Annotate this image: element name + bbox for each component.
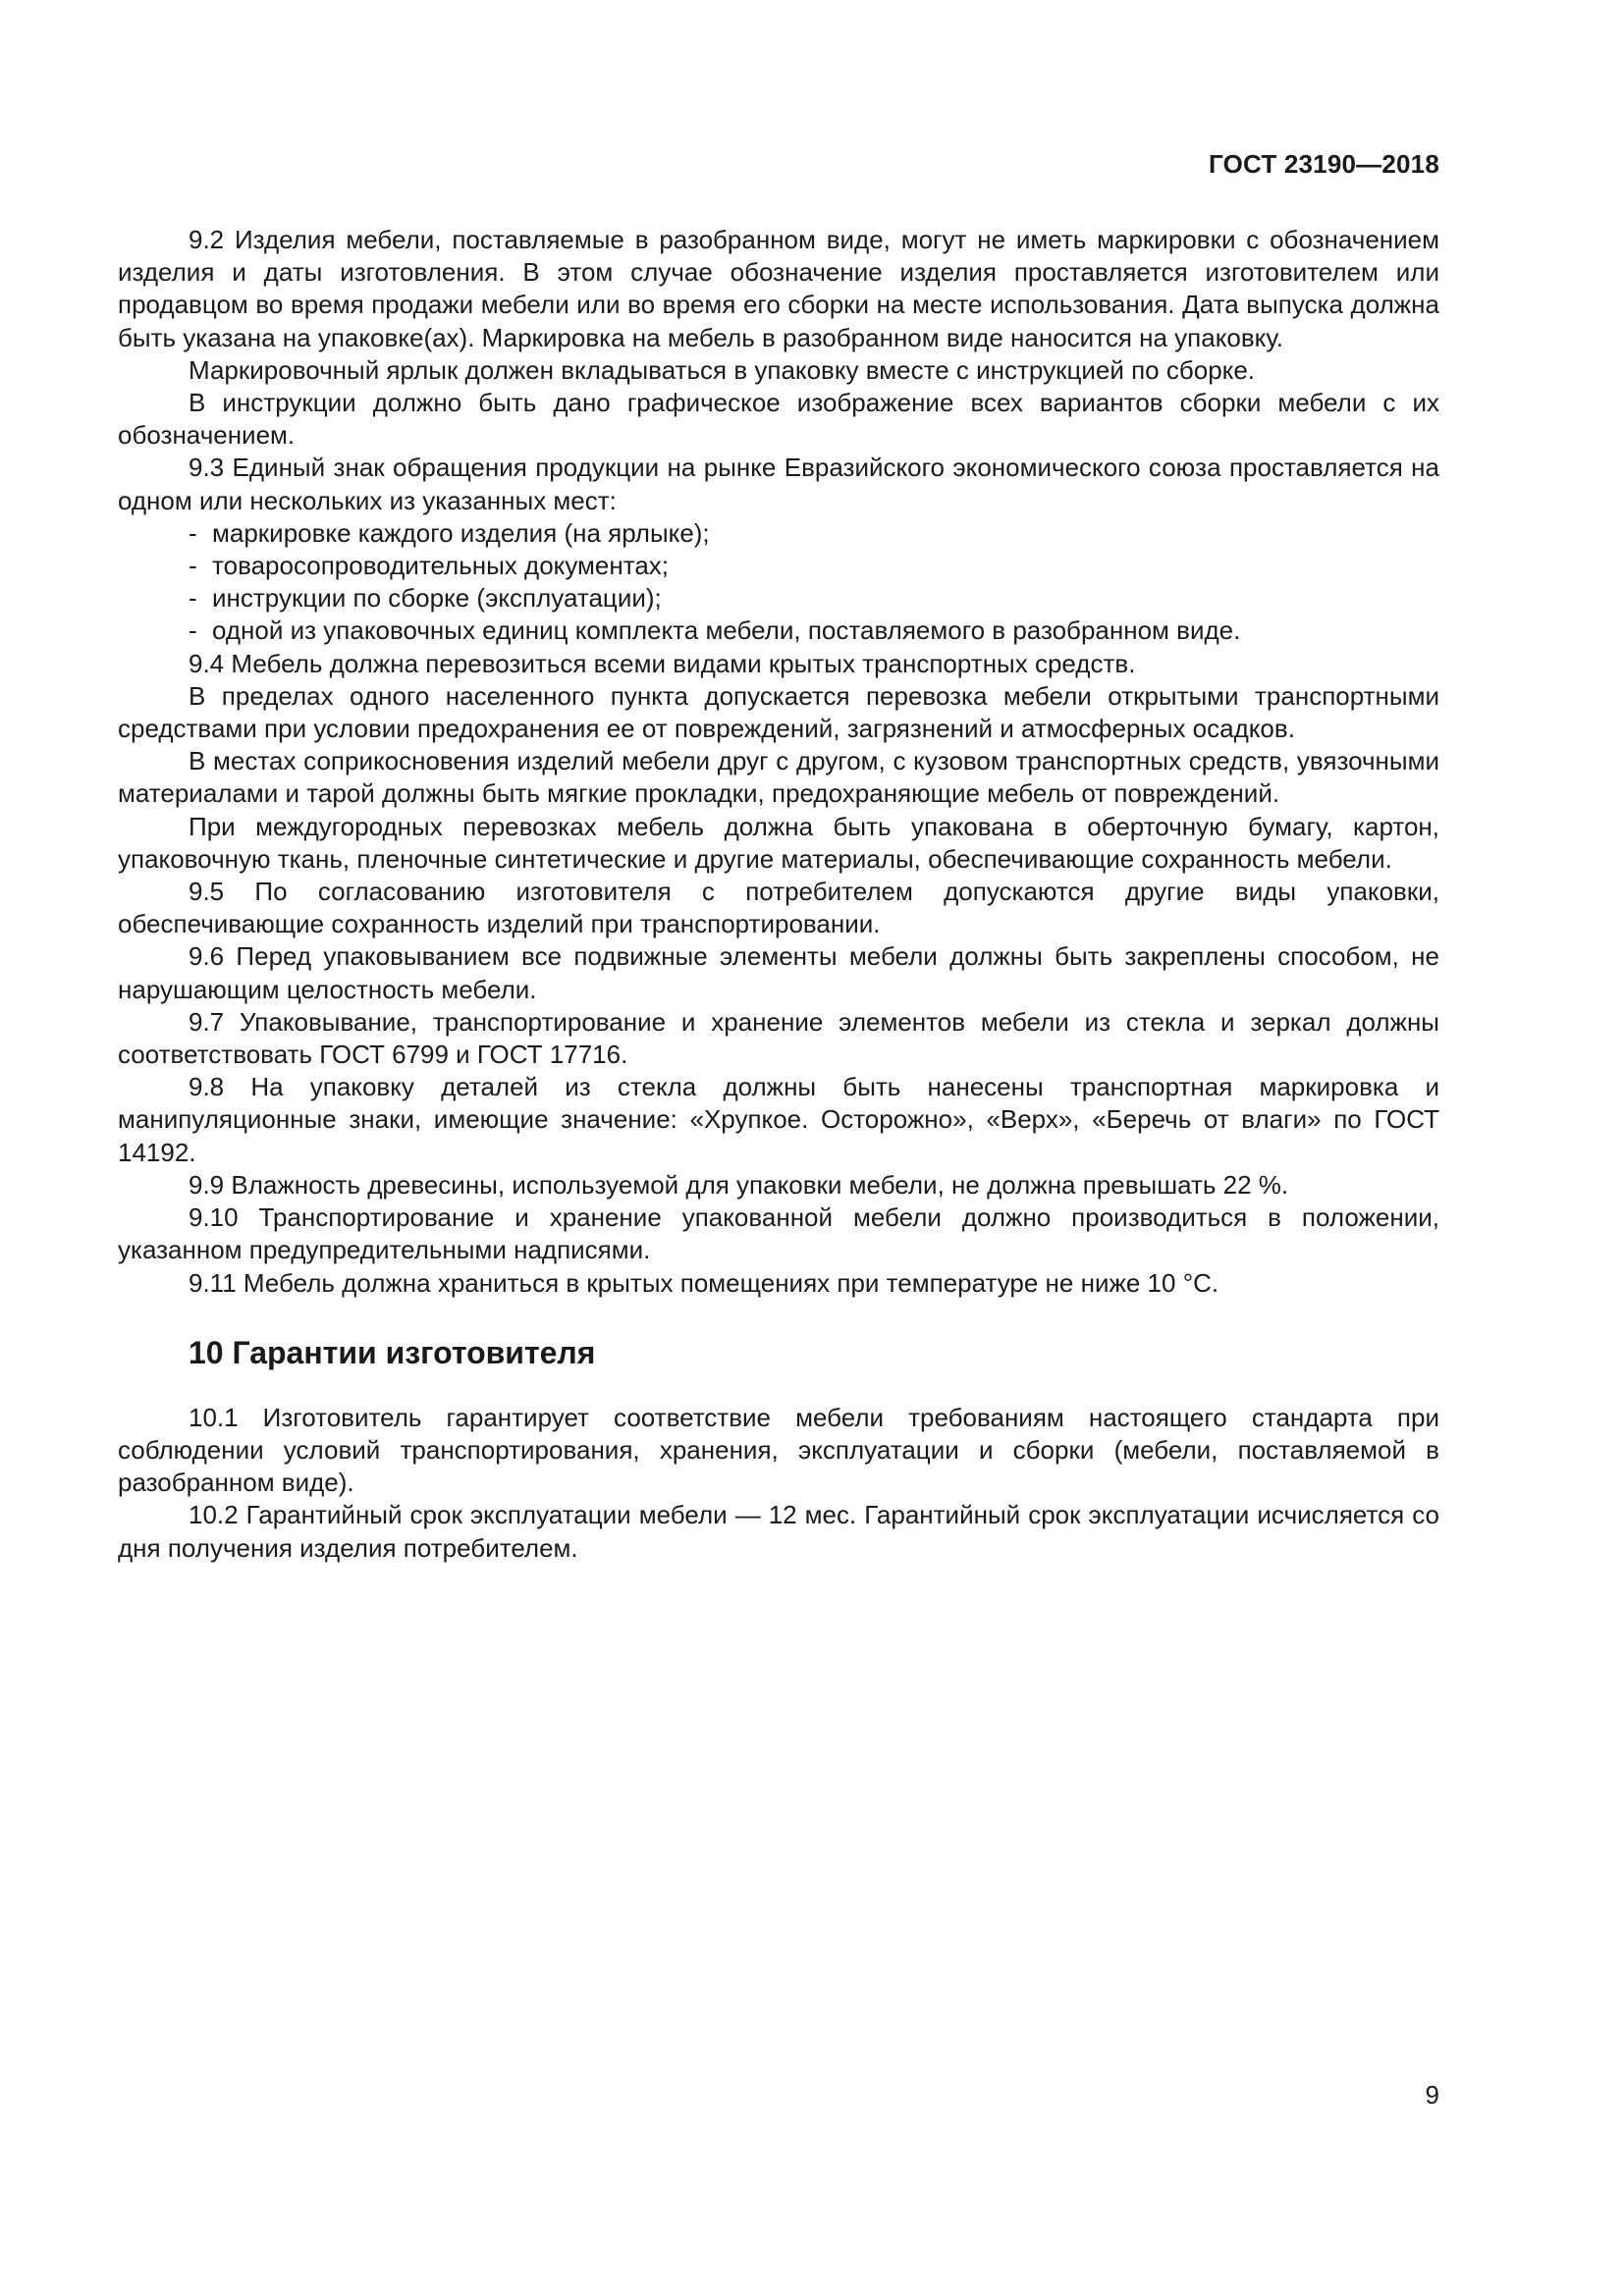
paragraph-9-6: 9.6 Перед упаковыванием все подвижные элементы мебели должны быть закреплены способом, не нарушающим целостность мебели. bbox=[118, 941, 1439, 1004]
paragraph-10-1: 10.1 Изготовитель гарантирует соответствие мебели требованиям настоящего стандарта при соблюдении условий транспортирования, хранения, эксплуатации и сборки (мебели, поставляемой в разобранном виде). bbox=[118, 1402, 1439, 1498]
list-item bbox=[118, 582, 1439, 614]
paragraph-10-2: 10.2 Гарантийный срок эксплуатации мебели — 12 мес. Гарантийный срок эксплуатации исчисляется со дня получения изделия потребителем. bbox=[118, 1500, 1439, 1563]
page-number: 9 bbox=[1425, 2080, 1439, 2109]
paragraph-9-4: 9.4 Мебель должна перевозиться всеми видами крытых транспортных средств. bbox=[189, 648, 1136, 678]
paragraph-9-10: 9.10 Транспортирование и хранение упакованной мебели должно производиться в положении, указанном предупредительными надписями. bbox=[118, 1202, 1439, 1265]
list-item bbox=[118, 517, 1439, 550]
paragraph-9-2: 9.2 Изделия мебели, поставляемые в разобранном виде, могут не иметь маркировки с обозначением изделия и даты изготовления. В этом случае обозначение изделия проставляется изготовителем или продавцом во время продажи мебели или во время его сборки на месте использования. Дата выпуска должна быть указана на упаковке(ах). Маркировка на мебель в разобранном виде наносится на упаковку. bbox=[118, 225, 1439, 352]
list-item-text: маркировке каждого изделия (на ярлыке); bbox=[212, 517, 710, 548]
paragraph-open-transport: В пределах одного населенного пункта допускается перевозка мебели открытыми транспортными средствами при условии предохранения ее от повреждений, загрязнений и атмосферных осадков. bbox=[118, 680, 1439, 744]
list-dash: - bbox=[189, 583, 197, 614]
paragraph-marking-label: Маркировочный ярлык должен вкладываться в упаковку вместе с инструкцией по сборке. bbox=[189, 354, 1256, 385]
list-item bbox=[118, 550, 1439, 582]
list-9-3 bbox=[118, 517, 1439, 648]
paragraph-intercity-transport: При междугородных перевозках мебель должна быть упакована в оберточную бумагу, картон, упаковочную ткань, пленочные синтетические и другие материалы, обеспечивающие сохранность мебели. bbox=[118, 811, 1439, 874]
list-item bbox=[118, 614, 1439, 647]
list-item-text: одной из упаковочных единиц комплекта мебели, поставляемого в разобранном виде. bbox=[212, 615, 1241, 646]
paragraph-9-11: 9.11 Мебель должна храниться в крытых помещениях при температуре не ниже 10 °С. bbox=[189, 1267, 1219, 1298]
list-item-text: инструкции по сборке (эксплуатации); bbox=[212, 583, 662, 614]
paragraph-9-3: 9.3 Единый знак обращения продукции на рынке Евразийского экономического союза проставляется на одном или нескольких из указанных мест: bbox=[118, 453, 1439, 515]
list-item-text: товаросопроводительных документах; bbox=[212, 551, 670, 581]
paragraph-9-9: 9.9 Влажность древесины, используемой для упаковки мебели, не должна превышать 22 %. bbox=[189, 1169, 1289, 1200]
list-dash: - bbox=[189, 615, 197, 646]
paragraph-9-5: 9.5 По согласованию изготовителя с потребителем допускаются другие виды упаковки, обеспечивающие сохранность изделий при транспортировании. bbox=[118, 877, 1439, 939]
paragraph-contact-padding: В местах соприкосновения изделий мебели друг с другом, с кузовом транспортных средств, увязочными материалами и тарой должны быть мягкие прокладки, предохраняющие мебель от повреждений. bbox=[118, 746, 1439, 809]
section-10-heading: 10 Гарантии изготовителя bbox=[189, 1334, 596, 1370]
list-dash: - bbox=[189, 517, 197, 548]
document-code-header: ГОСТ 23190—2018 bbox=[1209, 149, 1439, 179]
list-dash: - bbox=[189, 551, 197, 581]
paragraph-9-8: 9.8 На упаковку деталей из стекла должны быть нанесены транспортная маркировка и манипуляционные знаки, имеющие значение: «Хрупкое. Осторожно», «Верх», «Беречь от влаги» по ГОСТ 14192. bbox=[118, 1072, 1439, 1167]
paragraph-9-7: 9.7 Упаковывание, транспортирование и хранение элементов мебели из стекла и зеркал должны соответствовать ГОСТ 6799 и ГОСТ 17716. bbox=[118, 1006, 1439, 1070]
paragraph-assembly-instruction: В инструкции должно быть дано графическое изображение всех вариантов сборки мебели с их обозначением. bbox=[118, 388, 1439, 451]
page-body bbox=[118, 224, 1439, 1565]
